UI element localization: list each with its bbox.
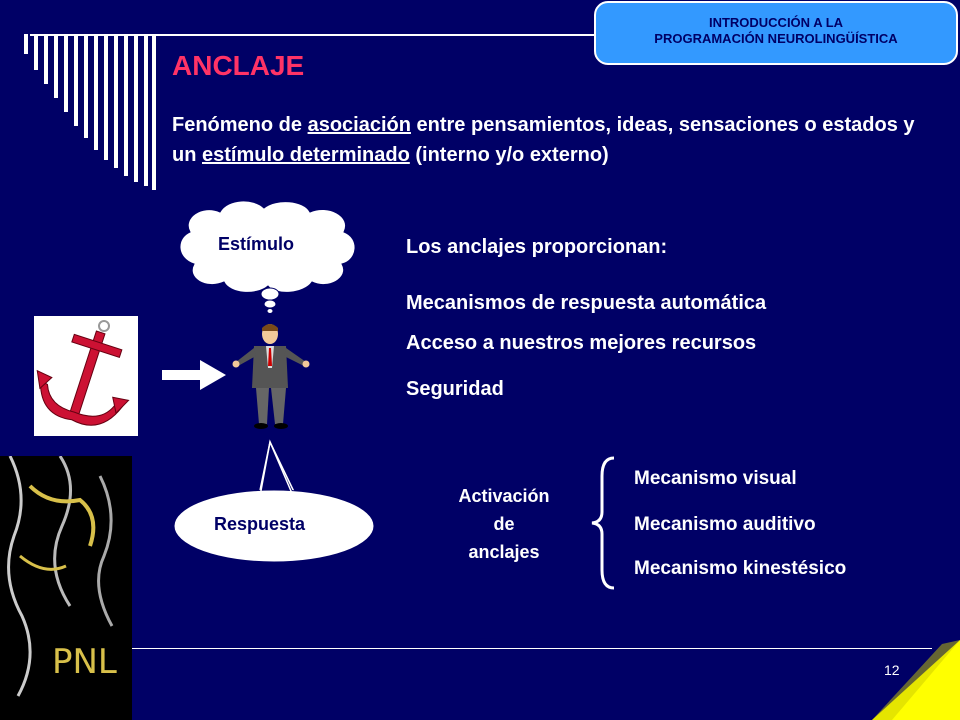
anchor-icon <box>34 316 138 436</box>
page-number: 12 <box>884 662 900 678</box>
intro-part-2: entre pensamientos, ideas, sensaciones o estados y un <box>172 114 915 166</box>
mechanism-item: Mecanismo kinestésico <box>634 558 847 579</box>
banner-line-2: PROGRAMACIÓN NEUROLINGÜÍSTICA <box>654 31 898 46</box>
intro-underline-1: asociación <box>307 114 411 136</box>
intro-paragraph <box>172 110 942 170</box>
person-figure-icon <box>228 322 314 430</box>
response-callout <box>170 436 380 566</box>
banner-line-1: INTRODUCCIÓN A LA <box>708 15 844 30</box>
activation-line-1: Activación <box>458 486 550 506</box>
pnl-logo-text: PNL <box>52 642 117 682</box>
mechanism-item: Mecanismo auditivo <box>634 514 816 535</box>
stimulus-label: Estímulo <box>218 234 295 254</box>
intro-part-1: Fenómeno de <box>172 114 308 136</box>
anchor-image-frame <box>34 316 138 436</box>
slide-title: ANCLAJE <box>172 50 305 81</box>
provides-item: Acceso a nuestros mejores recursos <box>406 332 757 354</box>
stimulus-thought-bubble <box>172 198 362 314</box>
activation-line-2: de <box>493 514 515 534</box>
provides-item: Seguridad <box>406 378 504 400</box>
yellow-corner-decoration <box>872 640 960 720</box>
activation-line-3: anclajes <box>468 542 540 562</box>
intro-underline-2: estímulo determinado <box>202 144 410 166</box>
provides-heading: Los anclajes proporcionan: <box>406 236 668 258</box>
intro-part-3: (interno y/o externo) <box>409 144 609 166</box>
curly-brace-icon <box>588 456 618 590</box>
right-arrow-icon <box>162 360 226 390</box>
pnl-logo <box>0 456 132 720</box>
response-label: Respuesta <box>214 514 306 534</box>
header-divider <box>30 34 600 36</box>
mechanism-item: Mecanismo visual <box>634 468 797 489</box>
course-title-banner <box>594 1 958 65</box>
activation-label <box>434 482 574 566</box>
provides-item: Mecanismos de respuesta automática <box>406 292 767 314</box>
footer-divider <box>132 648 932 649</box>
